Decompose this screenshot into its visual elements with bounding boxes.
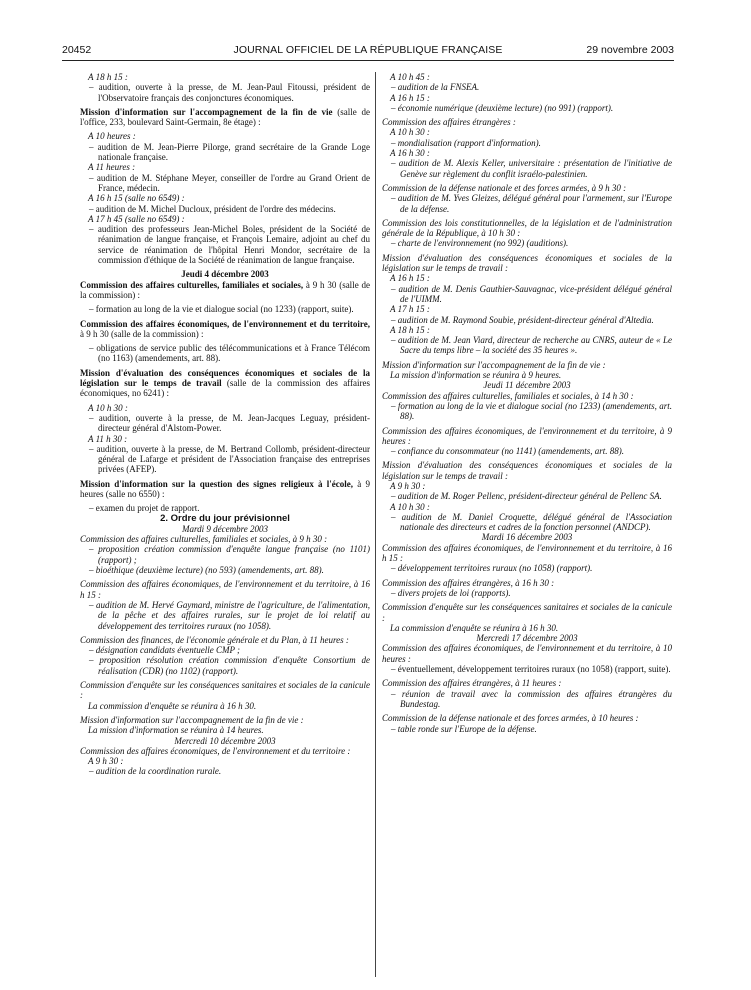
day-heading: Jeudi 11 décembre 2003 bbox=[483, 380, 571, 391]
agenda-item: – audition de M. Raymond Soubie, président-directeur général d'Altedia. bbox=[391, 314, 654, 325]
time-label: A 16 h 15 : bbox=[390, 92, 430, 103]
column-divider bbox=[375, 72, 376, 977]
agenda-item: – audition de M. Yves Gleizes, délégué général pour l'armement, sur l'Europe de la défense. bbox=[391, 193, 672, 214]
time-label: A 10 h 30 : bbox=[390, 127, 430, 138]
time-label: A 9 h 30 : bbox=[88, 756, 124, 767]
committee-entry bbox=[80, 368, 370, 399]
day-heading: Mardi 16 décembre 2003 bbox=[481, 532, 573, 543]
day-heading: Mercredi 17 décembre 2003 bbox=[476, 633, 578, 644]
time-label: A 18 h 15 : bbox=[88, 72, 128, 82]
agenda-item: – audition de la coordination rurale. bbox=[89, 766, 222, 777]
agenda-item: – audition, ouverte à la presse, de M. Jean-Jacques Leguay, président-directeur général d'Alstom-Power. bbox=[89, 412, 370, 434]
time-label: A 16 h 15 : bbox=[390, 273, 430, 284]
agenda-item: – formation au long de la vie et dialogue social (no 1233) (rapport, suite). bbox=[89, 304, 354, 315]
time-label: A 17 h 45 (salle no 6549) : bbox=[88, 213, 185, 224]
committee-name: Mission d'information sur l'accompagnement de la fin de vie : bbox=[80, 714, 304, 725]
committee-name: Commission des affaires culturelles, familiales et sociales, à 14 h 30 : bbox=[382, 390, 634, 401]
agenda-item: – audition de M. Hervé Gaymard, ministre de l'agriculture, de l'alimentation, de la pêche et des affaires rurales, sur le projet de loi relatif au développement des territoires ruraux (no 1058). bbox=[89, 599, 370, 631]
time-label: A 17 h 15 : bbox=[390, 304, 430, 315]
day-heading: Mercredi 10 décembre 2003 bbox=[174, 735, 276, 746]
meeting-note: La mission d'information se réunira à 9 heures. bbox=[390, 370, 562, 381]
committee-name: Commission des affaires économiques, de l'environnement et du territoire, à 16 h 15 : bbox=[382, 542, 672, 564]
time-label: A 16 h 30 : bbox=[390, 148, 430, 159]
committee-detail: à 9 h 30 (salle de la commission) : bbox=[80, 328, 204, 339]
committee-name: Mission d'évaluation des conséquences économiques et sociales de la législation sur le temps de travail : bbox=[382, 460, 672, 481]
agenda-item: – examen du projet de rapport. bbox=[89, 503, 200, 514]
agenda-item: – proposition résolution création commission d'enquête Consortium de réalisation (CDR) (no 1102) (rapport). bbox=[89, 655, 370, 676]
committee-detail: (salle de l'office, 233, boulevard Saint-Germain, 8e étage) : bbox=[80, 106, 371, 128]
agenda-item: – audition, ouverte à la presse, de M. Jean-Paul Fitoussi, président de l'Observatoire français des conjonctures économiques. bbox=[89, 82, 370, 103]
committee-name: Commission des lois constitutionnelles, de la législation et de l'administration générale de la République, à 10 h 30 : bbox=[382, 217, 672, 239]
committee-detail: à 9 heures (salle no 6550) : bbox=[80, 478, 370, 499]
time-label: A 16 h 15 (salle no 6549) : bbox=[88, 193, 185, 204]
committee-name: Commission des affaires économiques, de l'environnement et du territoire, à 10 heures : bbox=[382, 643, 672, 664]
committee-name: Commission des finances, de l'économie générale et du Plan, à 11 heures : bbox=[80, 634, 349, 645]
committee-name: Commission des affaires culturelles, familiales et sociales, bbox=[80, 279, 304, 290]
agenda-item: – table ronde sur l'Europe de la défense. bbox=[391, 723, 537, 734]
agenda-item: – bioéthique (deuxième lecture) (no 593) (amendements, art. 88). bbox=[89, 565, 324, 576]
committee-name: Commission d'enquête sur les conséquences sanitaires et sociales de la canicule : bbox=[80, 680, 370, 701]
meeting-note: La mission d'information se réunira à 14 heures. bbox=[88, 725, 264, 736]
agenda-item: – audition des professeurs Jean-Michel Boles, président de la Société de réanimation de langue française, et François Lemaire, adjoint au chef du service de réanimation de l'hôpital Henri Mondor, secrétaire de la commission d'éthique de la Société de réanimation de langue française. bbox=[89, 224, 370, 266]
time-label: A 11 h 30 : bbox=[88, 433, 128, 444]
agenda-item: – formation au long de la vie et dialogue social (no 1233) (amendements, art. 88). bbox=[391, 400, 672, 422]
meeting-note: La commission d'enquête se réunira à 16 h 30. bbox=[88, 700, 257, 711]
day-heading: Jeudi 4 décembre 2003 bbox=[181, 269, 269, 280]
time-label: A 10 h 45 : bbox=[390, 72, 430, 82]
time-label: A 9 h 30 : bbox=[390, 480, 426, 491]
agenda-item: – obligations de service public des télécommunications et à France Télécom (no 1163) (amendements, art. 88). bbox=[89, 343, 370, 364]
time-label: A 11 heures : bbox=[88, 162, 136, 173]
day-heading: Mardi 9 décembre 2003 bbox=[181, 523, 269, 534]
agenda-item: – confiance du consommateur (no 1141) (amendements, art. 88). bbox=[391, 446, 625, 457]
time-label: A 18 h 15 : bbox=[390, 324, 430, 335]
committee-name: Mission d'évaluation des conséquences économiques et sociales de la législation sur le temps de travail bbox=[80, 367, 370, 389]
committee-name: Mission d'information sur la question des signes religieux à l'école, bbox=[80, 478, 354, 489]
right-column bbox=[382, 72, 672, 734]
agenda-item: – audition de M. Stéphane Meyer, conseiller de l'ordre au Grand Orient de France, médecin. bbox=[89, 172, 370, 193]
agenda-item: – réunion de travail avec la commission des affaires étrangères du Bundestag. bbox=[391, 688, 672, 709]
agenda-item: – audition de la FNSEA. bbox=[391, 82, 480, 93]
meeting-note: La commission d'enquête se réunira à 16 h 30. bbox=[390, 622, 559, 633]
committee-name: Commission de la défense nationale et des forces armées, à 9 h 30 : bbox=[382, 182, 627, 193]
committee-name: Mission d'information sur l'accompagnement de la fin de vie : bbox=[382, 359, 606, 370]
agenda-item: – divers projets de loi (rapports). bbox=[391, 587, 511, 598]
agenda-item: – économie numérique (deuxième lecture) (no 991) (rapport). bbox=[391, 102, 614, 113]
committee-entry bbox=[80, 479, 370, 500]
committee-name: Commission d'enquête sur les conséquences sanitaires et sociales de la canicule : bbox=[382, 602, 672, 623]
time-label: A 10 heures : bbox=[88, 131, 136, 142]
committee-name: Commission des affaires économiques, de l'environnement et du territoire : bbox=[80, 745, 351, 756]
committee-name: Commission des affaires économiques, de l'environnement et du territoire, à 16 h 15 : bbox=[80, 579, 370, 600]
agenda-item: – audition de M. Michel Ducloux, président de l'ordre des médecins. bbox=[89, 203, 336, 214]
agenda-item: – audition de M. Roger Pellenc, président-directeur général de Pellenc SA. bbox=[391, 491, 662, 502]
time-label: A 10 h 30 : bbox=[88, 402, 128, 413]
agenda-item: – audition de M. Daniel Croquette, délégué général de l'Association nationale des directeurs et cadres de la fonction personnel (ANDCP). bbox=[391, 511, 672, 533]
agenda-item: – audition de M. Denis Gauthier-Sauvagnac, vice-président délégué général de l'UIMM. bbox=[391, 283, 672, 304]
agenda-item: – charte de l'environnement (no 992) (auditions). bbox=[391, 238, 569, 249]
committee-detail: (salle de la commission des affaires économiques, no 6241) : bbox=[80, 378, 371, 399]
agenda-item: – proposition création commission d'enquête langue française (no 1101) (rapport) ; bbox=[89, 544, 370, 565]
journal-title: JOURNAL OFFICIEL DE LA RÉPUBLIQUE FRANÇAISE bbox=[233, 44, 503, 56]
agenda-item: – audition de M. Jean Viard, directeur de recherche au CNRS, auteur de « Le Sacre du temps libre – la société des 35 heures ». bbox=[391, 335, 672, 356]
agenda-item: – audition de M. Alexis Keller, universitaire : présentation de l'initiative de Genève sur règlement du conflit israélo-palestinien. bbox=[391, 158, 672, 179]
page-number: 20452 bbox=[62, 44, 92, 56]
committee-name: Mission d'évaluation des conséquences économiques et sociales de la législation sur le temps de travail : bbox=[382, 252, 672, 274]
agenda-item: – audition, ouverte à la presse, de M. Bertrand Collomb, président-directeur général de Lafarge et président de l'Association française des entreprises privées (AFEP). bbox=[89, 443, 370, 475]
committee-entry bbox=[80, 280, 370, 301]
page-header bbox=[62, 44, 674, 58]
left-column bbox=[80, 72, 370, 777]
committee-name: Commission des affaires culturelles, familiales et sociales, à 9 h 30 : bbox=[80, 534, 328, 545]
issue-date: 29 novembre 2003 bbox=[586, 44, 674, 56]
time-label: A 10 h 30 : bbox=[390, 501, 430, 512]
agenda-item: – audition de M. Jean-Pierre Pilorge, grand secrétaire de la Grande Loge nationale française. bbox=[89, 141, 370, 163]
committee-name: Commission des affaires étrangères, à 11 heures : bbox=[382, 678, 562, 689]
committee-name: Mission d'information sur l'accompagnement de la fin de vie bbox=[80, 106, 333, 117]
committee-name: Commission de la défense nationale et des forces armées, à 10 heures : bbox=[382, 713, 639, 724]
committee-entry bbox=[80, 319, 370, 340]
committee-entry bbox=[80, 107, 370, 128]
committee-name: Commission des affaires économiques, de l'environnement et du territoire, bbox=[80, 318, 370, 329]
committee-name: Commission des affaires étrangères, à 16 h 30 : bbox=[382, 577, 555, 588]
agenda-item: – éventuellement, développement territoires ruraux (no 1058) (rapport, suite). bbox=[391, 664, 671, 675]
header-rule bbox=[62, 60, 674, 61]
committee-name: Commission des affaires étrangères : bbox=[382, 117, 516, 128]
section-heading: 2. Ordre du jour prévisionnel bbox=[160, 512, 290, 524]
agenda-item: – développement territoires ruraux (no 1058) (rapport). bbox=[391, 563, 593, 574]
agenda-item: – désignation candidats éventuelle CMP ; bbox=[89, 645, 241, 656]
committee-name: Commission des affaires économiques, de l'environnement et du territoire, à 9 heures : bbox=[382, 425, 672, 446]
agenda-item: – mondialisation (rapport d'information). bbox=[391, 137, 541, 148]
committee-detail: à 9 h 30 (salle de la commission) : bbox=[80, 279, 370, 300]
